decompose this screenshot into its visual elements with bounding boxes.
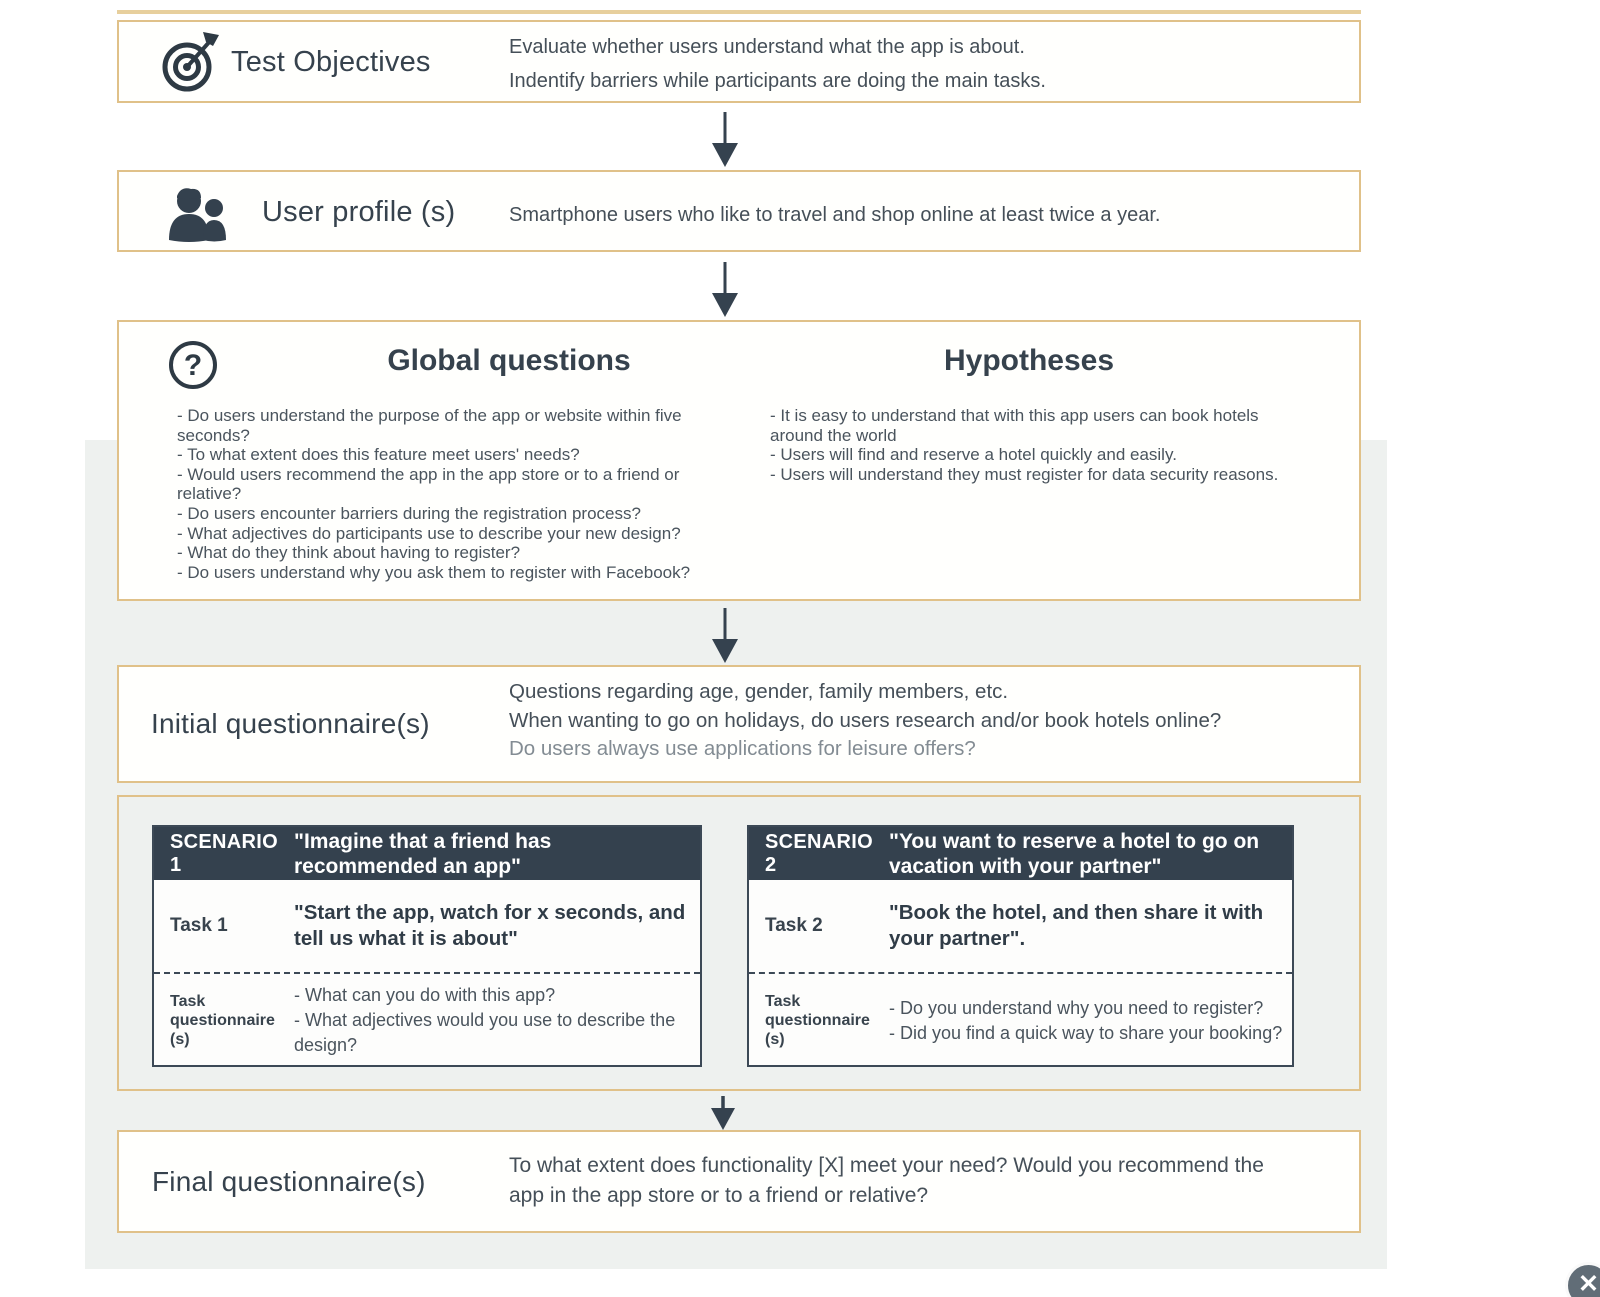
global-questions-list [177, 406, 693, 582]
task-question: - Did you find a quick way to share your booking? [889, 1022, 1283, 1043]
flow-arrow-down [710, 608, 740, 663]
task-row [154, 880, 700, 972]
scenario-1-table [152, 825, 702, 1067]
scenario-label: SCENARIO 2 [765, 830, 873, 876]
hypothesis-item: - Users will understand they must register for data security reasons. [770, 464, 1279, 484]
users-icon [163, 186, 231, 242]
initial-line-muted: Do users always use applications for leisure offers? [509, 737, 976, 760]
scenario-label: SCENARIO 1 [170, 830, 278, 876]
initial-questionnaire-title: Initial questionnaire(s) [151, 708, 430, 739]
target-icon [159, 30, 223, 94]
task-question: - What can you do with this app? [294, 985, 556, 1005]
question-item: - To what extent does this feature meet users' needs? [177, 445, 580, 465]
objective-line: Evaluate whether users understand what the app is about. [509, 36, 1025, 58]
questions-hypotheses-box [117, 320, 1361, 601]
hypothesis-item: - Users will find and reserve a hotel quickly and easily. [770, 445, 1177, 465]
flow-arrow-down [710, 262, 740, 317]
task-label: Task 2 [765, 915, 823, 936]
final-questionnaire-description: To what extent does functionality [X] meet your need? Would you recommend the app in the app store or to a friend or relative? [509, 1154, 1264, 1207]
task-questionnaire-label: Task questionnaire (s) [170, 993, 275, 1048]
initial-line: When wanting to go on holidays, do users research and/or book hotels online? [509, 708, 1222, 732]
scenario-2-header [749, 827, 1292, 880]
scenarios-container [117, 795, 1361, 1091]
question-item: - Do users understand the purpose of the app or website within five seconds? [177, 406, 682, 445]
question-item: - What do they think about having to register? [177, 543, 521, 563]
hypotheses-list [770, 406, 1282, 484]
top-divider [117, 10, 1361, 14]
hypothesis-item: - It is easy to understand that with this app users can book hotels around the world [770, 406, 1259, 445]
close-button[interactable] [1565, 1262, 1600, 1297]
task-questionnaire-row [154, 972, 700, 1067]
initial-questionnaire-box [117, 665, 1361, 783]
task-questionnaire-row [749, 972, 1292, 1067]
close-icon: ✕ [1578, 1270, 1599, 1297]
objective-line: Indentify barriers while participants are doing the main tasks. [509, 70, 1046, 92]
scenario-quote: "You want to reserve a hotel to go on vacation with your partner" [889, 829, 1260, 878]
scenario-quote: "Imagine that a friend has recommended an app" [294, 829, 552, 878]
task-question: - Do you understand why you need to register? [889, 997, 1264, 1018]
question-item: - Would users recommend the app in the app store or to a friend or relative? [177, 464, 680, 504]
user-profile-title: User profile (s) [262, 196, 456, 228]
question-item: - Do users encounter barriers during the registration process? [177, 503, 641, 523]
flow-arrow-down [710, 112, 740, 167]
flow-arrow-down [708, 1096, 738, 1130]
final-questionnaire-title: Final questionnaire(s) [152, 1166, 426, 1197]
scenario-1-header [154, 827, 700, 880]
question-item: - Do users understand why you ask them to register with Facebook? [177, 562, 691, 582]
svg-text:?: ? [183, 349, 203, 382]
final-questionnaire-box [117, 1130, 1361, 1233]
scenario-2-table [747, 825, 1294, 1067]
global-questions-title: Global questions [387, 344, 631, 377]
question-item: - What adjectives do participants use to describe your new design? [177, 523, 681, 543]
task-question: - What adjectives would you use to describe the design? [294, 1010, 676, 1055]
task-questionnaire-label: Task questionnaire (s) [765, 993, 870, 1048]
initial-line: Questions regarding age, gender, family members, etc. [509, 680, 1009, 703]
user-profile-box [117, 170, 1361, 252]
test-objectives-title: Test Objectives [231, 46, 431, 78]
test-objectives-box [117, 20, 1361, 103]
question-mark-icon [167, 339, 219, 391]
user-profile-description: Smartphone users who like to travel and shop online at least twice a year. [509, 204, 1161, 226]
task-label: Task 1 [170, 915, 228, 936]
task-quote: "Book the hotel, and then share it with your partner". [889, 901, 1264, 950]
task-quote: "Start the app, watch for x seconds, and tell us what it is about" [294, 901, 686, 950]
hypotheses-title: Hypotheses [943, 344, 1115, 377]
task-row [749, 880, 1292, 972]
